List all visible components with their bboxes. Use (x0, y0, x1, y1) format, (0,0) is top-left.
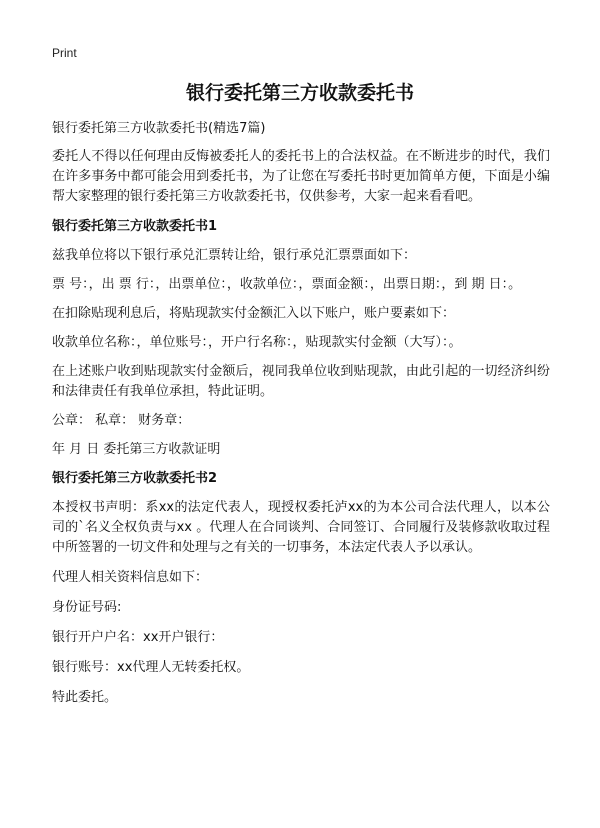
paragraph: 票 号：，出 票 行：，出票单位：，收款单位：，票面金额：，出票日期：，到 期 日：。 (52, 277, 522, 292)
paragraph: 银行账号：xx代理人无转委托权。 (52, 660, 250, 675)
paragraph: 代理人相关资料信息如下： (52, 570, 209, 585)
paragraph: 公章： 私章： 财务章： (52, 413, 191, 428)
paragraph: 在扣除贴现利息后，将贴现款实付金额汇入以下账户，账户要素如下： (52, 306, 456, 321)
section-heading: 银行委托第三方收款委托书2 (52, 471, 218, 486)
paragraph: 收款单位名称：，单位账号：，开户行名称：，贴现款实付金额（大写）：。 (52, 335, 462, 350)
paragraph: 本授权书声明：系xx的法定代表人，现授权委托泸xx的为本公司合法代理人，以本公司的`名义全权负责与xx 。代理人在合同谈判、合同签订、合同履行及装修款收取过程中所签署的一切文件和处理与之有关的一切事务，本法定代表人予以承认。 (52, 500, 550, 555)
paragraph: 兹我单位将以下银行承兑汇票转让给，银行承兑汇票票面如下： (52, 248, 417, 263)
paragraph: 年 月 日 委托第三方收款证明 (52, 442, 221, 457)
document-title: 银行委托第三方收款委托书 (185, 82, 414, 104)
print-link[interactable]: Print (52, 46, 77, 60)
paragraph: 在上述账户收到贴现款实付金额后，视同我单位收到贴现款，由此引起的一切经济纠纷和法律责任有我单位承担，特此证明。 (52, 364, 550, 399)
document-body (52, 119, 550, 718)
document-subtitle: 银行委托第三方收款委托书(精选7篇) (52, 121, 266, 136)
paragraph: 身份证号码: (52, 600, 122, 615)
paragraph: 特此委托。 (52, 690, 118, 705)
intro-paragraph: 委托人不得以任何理由反悔被委托人的委托书上的合法权益。在不断进步的时代，我们在许多事务中都可能会用到委托书，为了让您在写委托书时更加简单方便，下面是小编帮大家整理的银行委托第三方收款委托书，仅供参考，大家一起来看看吧。 (52, 149, 550, 204)
paragraph: 银行开户户名：xx开户银行： (52, 630, 224, 645)
section-1 (52, 217, 550, 460)
section-2 (52, 469, 550, 708)
section-heading: 银行委托第三方收款委托书1 (52, 219, 218, 234)
